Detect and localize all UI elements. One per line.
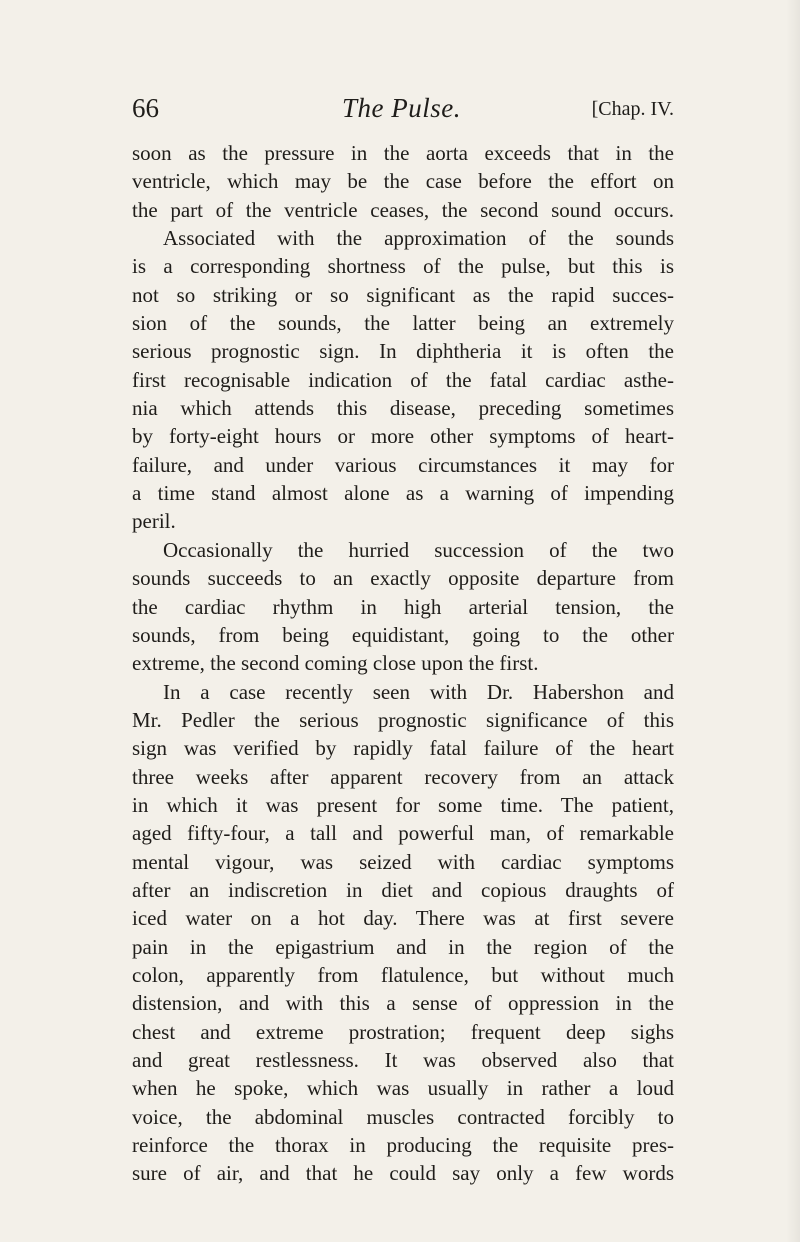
text-line: sign was verified by rapidly fatal failure of the heart [132, 736, 674, 761]
page-edge-shadow [786, 0, 800, 1242]
text-line: is a corresponding shortness of the pulse, but this is [132, 254, 674, 279]
running-head [132, 90, 674, 130]
chapter-label: [Chap. IV. [591, 98, 674, 120]
text-line: sounds, from being equidistant, going to the other [132, 622, 674, 647]
text-line: soon as the pressure in the aorta exceeds that in the [132, 141, 674, 165]
text-line: nia which attends this disease, preceding sometimes [132, 396, 674, 421]
text-line: distension, and with this a sense of oppression in the [132, 991, 674, 1016]
text-line: the part of the ventricle ceases, the second sound occurs. [132, 197, 674, 222]
text-line: after an indiscretion in diet and copious draughts of [132, 877, 674, 902]
text-line: sounds succeeds to an exactly opposite departure from [132, 566, 674, 591]
body-text [132, 139, 674, 1188]
text-line: In a case recently seen with Dr. Habershon and [163, 679, 674, 704]
text-line: pain in the epigastrium and in the region of the [132, 934, 674, 959]
text-line: iced water on a hot day. There was at first severe [132, 906, 674, 931]
text-line: Occasionally the hurried succession of the two [163, 537, 674, 562]
page-number: 66 [132, 93, 159, 123]
text-line: when he spoke, which was usually in rather a loud [132, 1076, 674, 1101]
text-line: and great restlessness. It was observed also that [132, 1048, 674, 1072]
text-line: sion of the sounds, the latter being an extremely [132, 311, 674, 336]
text-line: the cardiac rhythm in high arterial tension, the [132, 594, 674, 619]
text-line: three weeks after apparent recovery from an attack [132, 764, 674, 789]
text-line: failure, and under various circumstances it may for [132, 452, 674, 477]
text-line: in which it was present for some time. The patient, [132, 792, 674, 817]
text-line: peril. [132, 509, 176, 534]
text-line: first recognisable indication of the fatal cardiac asthe- [132, 367, 674, 392]
text-line: aged fifty-four, a tall and powerful man, of remarkable [132, 821, 674, 846]
text-line: mental vigour, was seized with cardiac symptoms [132, 849, 674, 874]
text-line: ventricle, which may be the case before the effort on [132, 169, 674, 194]
running-title: The Pulse. [342, 93, 461, 123]
text-line: not so striking or so significant as the rapid succes- [132, 282, 674, 307]
text-line: by forty-eight hours or more other symptoms of heart- [132, 424, 674, 449]
text-line: sure of air, and that he could say only a few words [132, 1161, 674, 1186]
text-line: Associated with the approximation of the sounds [163, 226, 674, 251]
text-line: chest and extreme prostration; frequent deep sighs [132, 1019, 674, 1044]
text-line: voice, the abdominal muscles contracted forcibly to [132, 1104, 674, 1129]
text-line: reinforce the thorax in producing the requisite pres- [132, 1133, 674, 1158]
text-line: serious prognostic sign. In diphtheria it is often the [132, 339, 674, 364]
text-line: colon, apparently from flatulence, but without much [132, 962, 674, 987]
text-line: Mr. Pedler the serious prognostic significance of this [132, 707, 674, 732]
text-line: a time stand almost alone as a warning of impending [132, 481, 674, 506]
text-line: extreme, the second coming close upon the first. [132, 651, 539, 676]
